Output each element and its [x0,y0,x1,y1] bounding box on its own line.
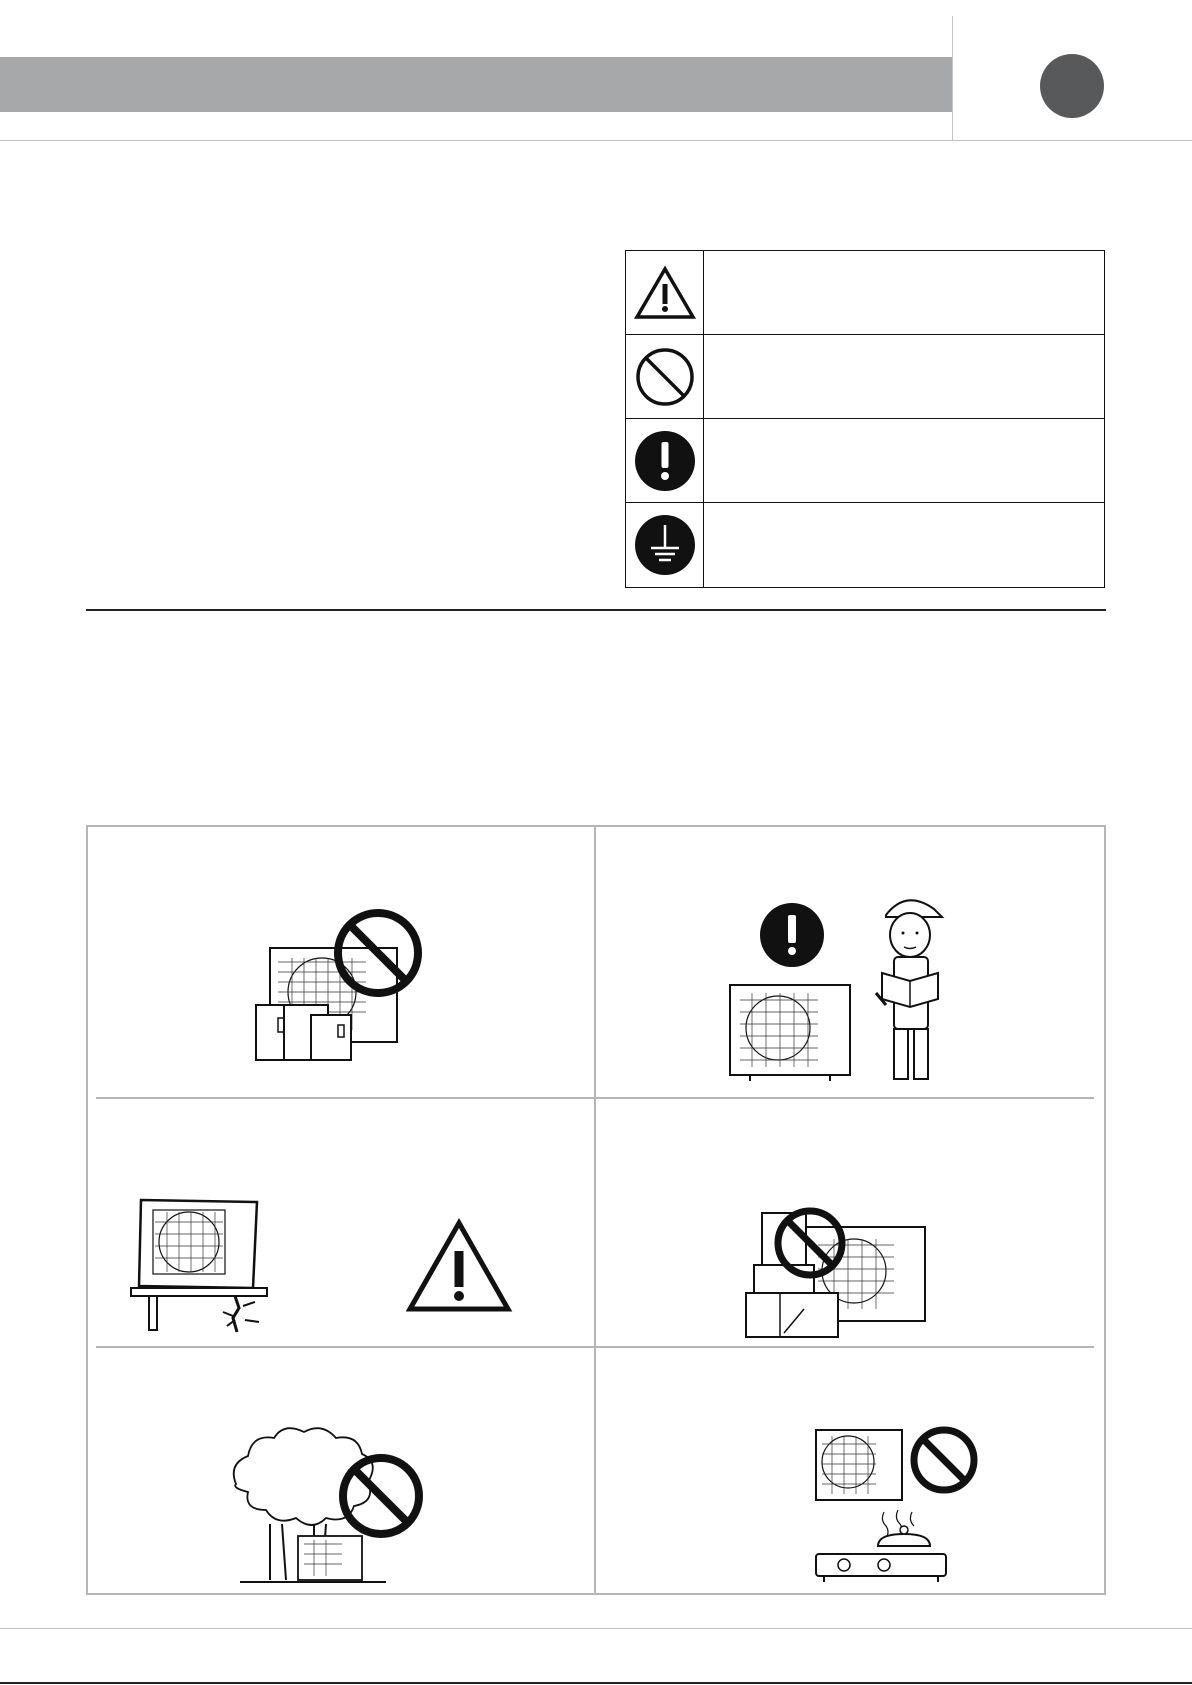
warning-triangle-icon [406,1219,512,1313]
safety-symbol-legend [625,250,1105,588]
legend-row-ground [626,503,1104,587]
warning-triangle-icon [626,251,704,334]
section-divider [86,609,1106,611]
legend-row-mandatory [626,419,1104,503]
legend-row-warning [626,251,1104,335]
header-divider [952,16,953,141]
illustration-cell [596,825,1104,1097]
legend-row-prohibited [626,335,1104,419]
illustration-cell [596,1099,1104,1346]
ground-earth-icon [626,503,704,587]
outdoor-unit-stove-illustration [814,1426,984,1586]
outdoor-unit-trees-illustration [226,1424,446,1584]
installer-reading-manual-illustration [726,885,976,1085]
mandatory-exclamation-icon [626,419,704,502]
header-rule [0,140,1192,141]
broken-stand-illustration [131,1194,281,1334]
footer-rule-dark [0,1682,1192,1684]
illustration-cell [86,1348,594,1593]
prohibited-icon [626,335,704,418]
outdoor-unit-containers-illustration [256,900,426,1070]
illustration-cell [596,1348,1104,1593]
illustration-cell [86,825,594,1097]
illustration-cell [86,1099,594,1346]
header-bar [0,57,952,112]
outdoor-unit-boxes-illustration [744,1209,934,1339]
page-number-badge [1040,54,1104,118]
footer-rule [0,1628,1192,1629]
